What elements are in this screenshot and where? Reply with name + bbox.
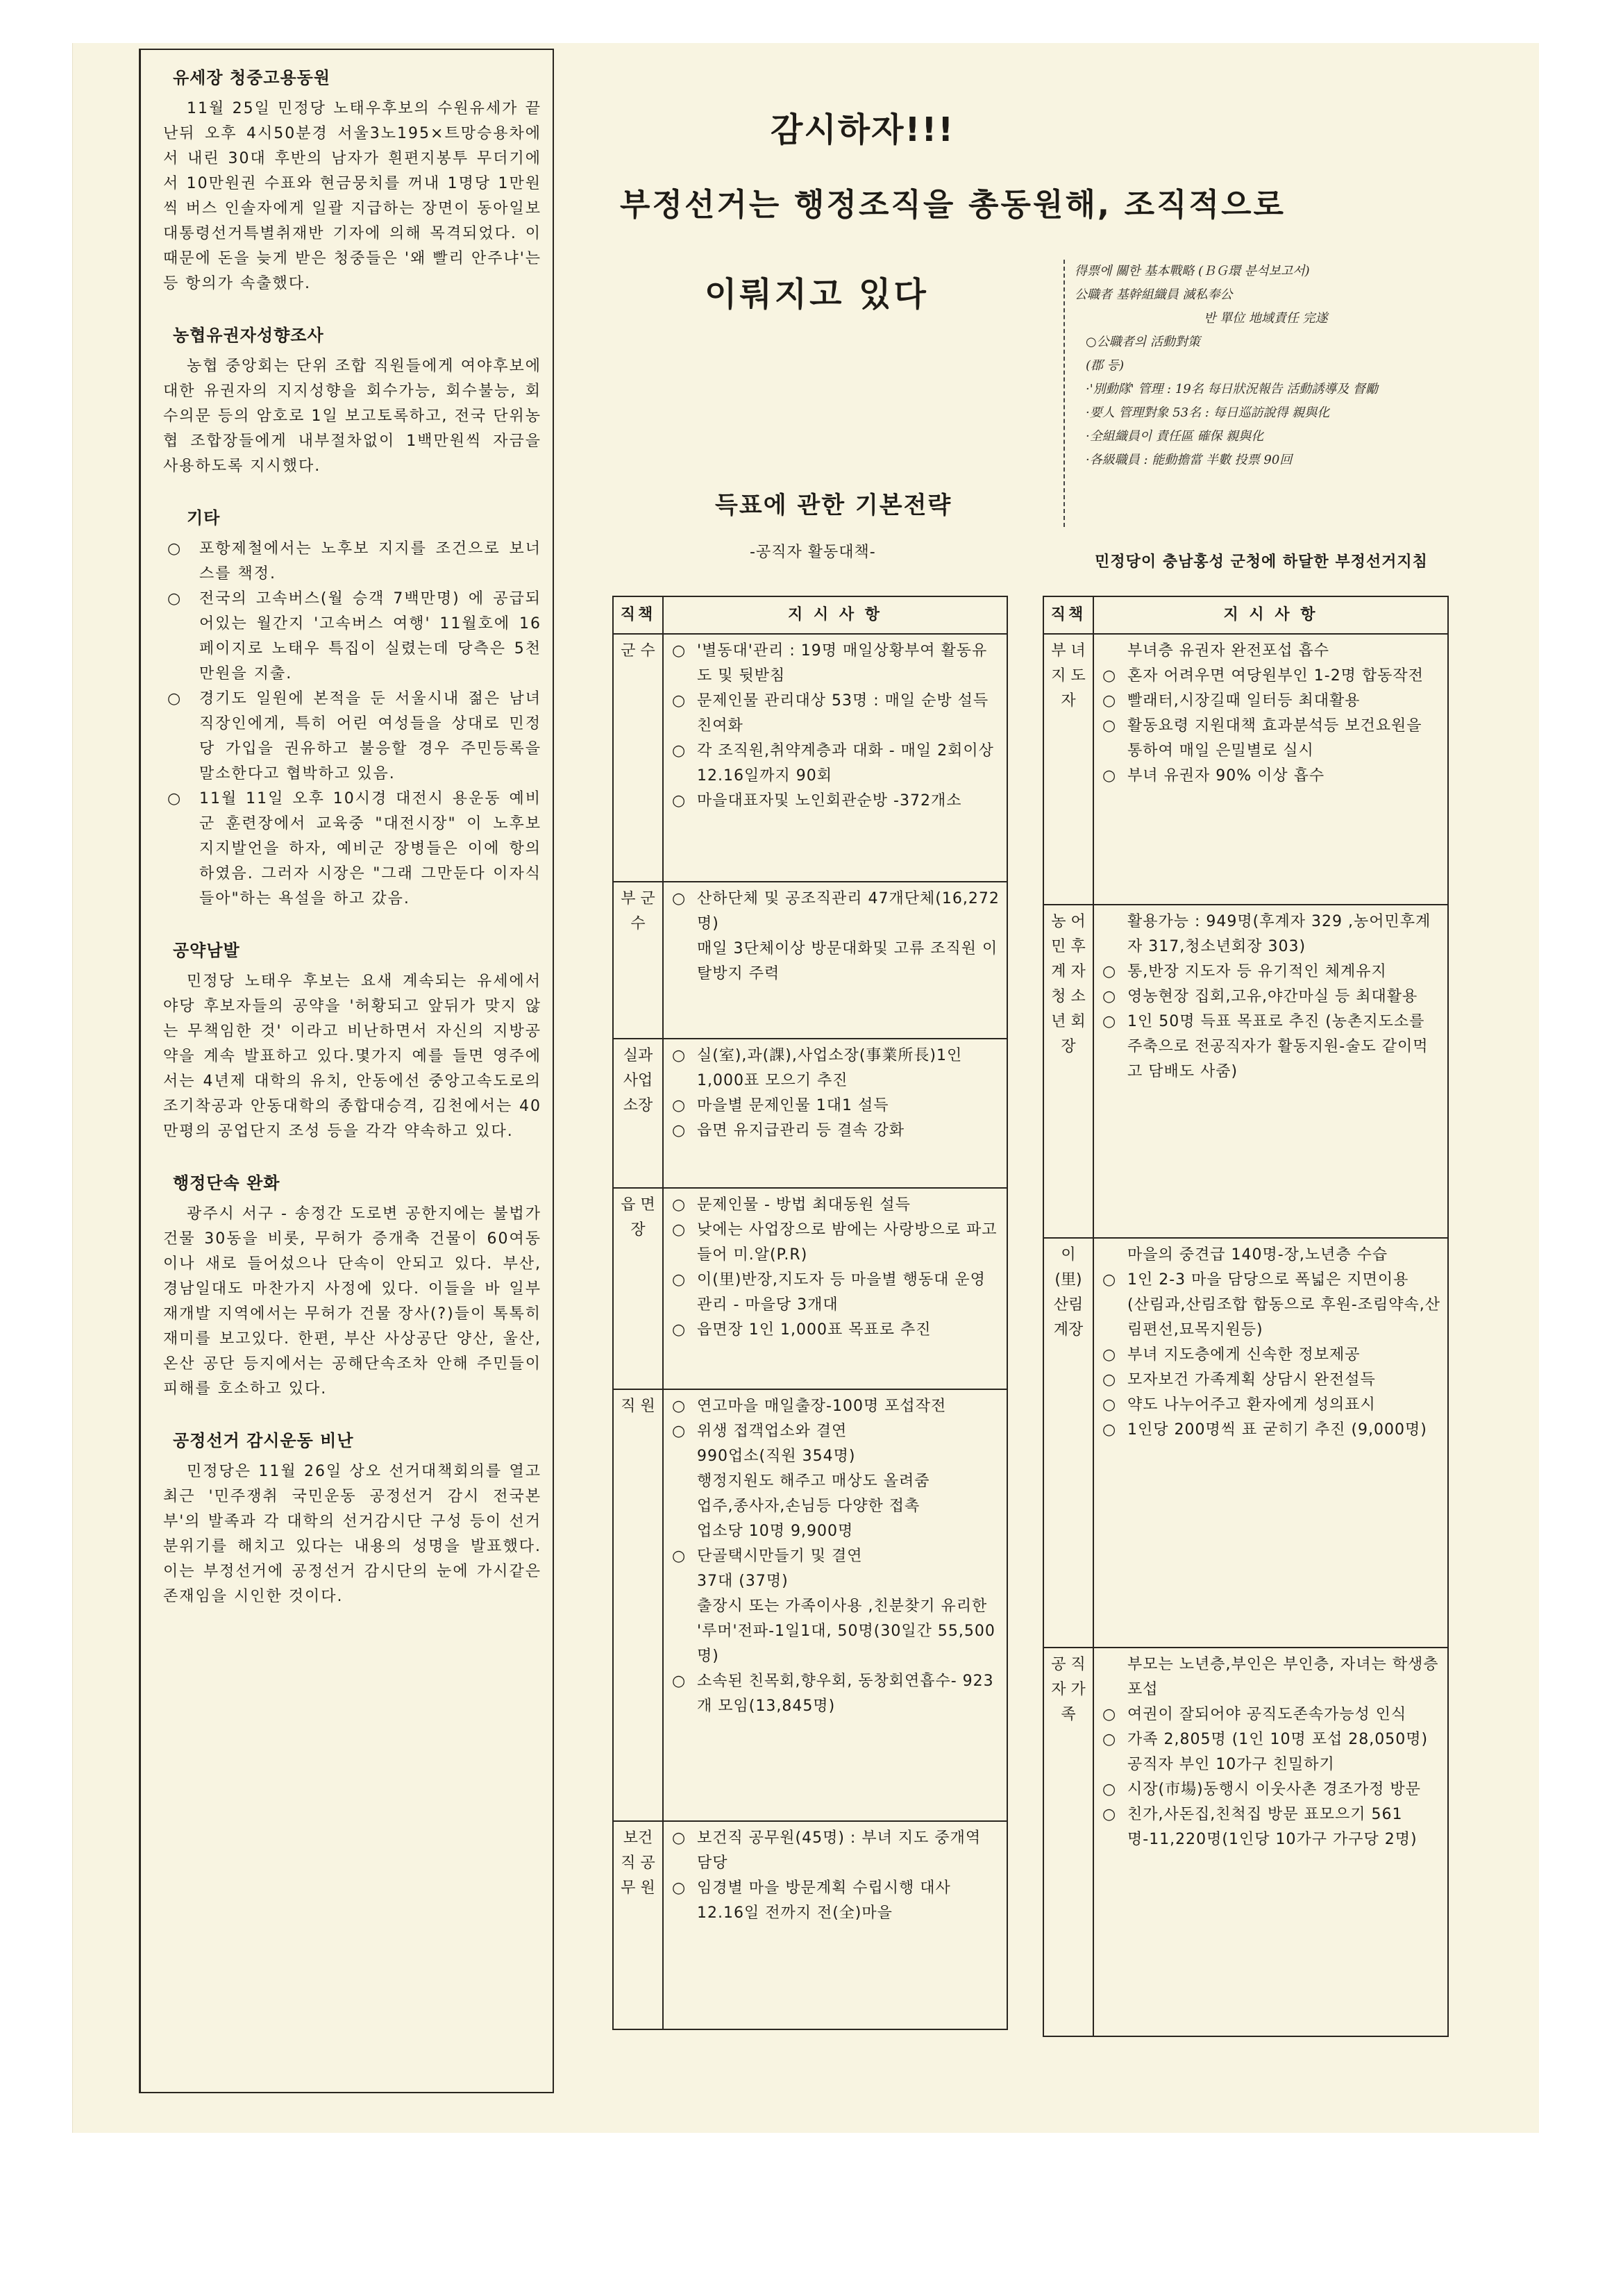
list-item	[669, 1826, 1001, 1876]
bullet-icon: ○	[1102, 717, 1117, 735]
list-item	[1100, 1293, 1442, 1343]
item-text: 약도 나누어주고 환자에게 성의표시	[1127, 1396, 1376, 1414]
instructions-cell	[1093, 905, 1448, 1238]
headline-line-2: 부정선거는 행정조직을 총동원해, 조직적으로	[620, 186, 1286, 223]
role-cell: 군 수	[613, 634, 663, 882]
table-row	[613, 1389, 1007, 1821]
bullet-icon: ○	[167, 790, 183, 807]
list-item	[1100, 1652, 1442, 1702]
bullet-icon: ○	[1102, 1013, 1117, 1030]
section-heading: 유세장 청중고용동원	[173, 68, 331, 87]
section-heading: 공약남발	[173, 941, 240, 960]
bullet-icon: ○	[1102, 1806, 1117, 1823]
item-text: 통,반장 지도자 등 유기적인 체계유지	[1127, 963, 1387, 980]
list-item	[1100, 639, 1442, 664]
bullet-icon: ○	[1102, 963, 1117, 980]
item-text: 빨래터,시장길때 일터등 최대활용	[1127, 692, 1361, 710]
item-text: 혼자 어려우면 여당원부인 1-2명 합동작전	[1127, 667, 1424, 685]
bullet-icon: ○	[672, 1398, 687, 1415]
header-instructions: 지 시 사 항	[1093, 596, 1448, 634]
item-text: 마을의 중견급 140명-장,노년층 수습	[1127, 1246, 1388, 1264]
bullet-icon: ○	[672, 1673, 687, 1690]
instructions-cell	[663, 634, 1007, 882]
section-heading: 농협유권자성향조사	[173, 326, 324, 345]
item-text: 영농현장 집회,고유,야간마실 등 최대활용	[1127, 988, 1418, 1005]
item-text: 읍면장 1인 1,000표 목표로 추진	[697, 1321, 932, 1339]
bullet-icon: ○	[672, 1548, 687, 1565]
list-item	[669, 1193, 1001, 1218]
item-text: 1인 50명 득표 목표로 추진 (농촌지도소를 주축으로 전공직자가 활동지원-술도 같이먹고 담배도 사줌)	[1127, 1013, 1429, 1080]
bullet-icon: ○	[1102, 1781, 1117, 1798]
bullet-icon: ○	[672, 1423, 687, 1440]
role-cell: 부 군 수	[613, 882, 663, 1039]
item-text: 실(室),과(課),사업소장(事業所長)1인 1,000표 모으기 추진	[697, 1047, 963, 1089]
list-item-text: 경기도 일원에 본적을 둔 서울시내 젊은 남녀 직장인에게, 특히 어린 여성들을 상대로 민정당 가입을 권유하고 불응할 경우 주민등록을 말소한다고 협박하고 있음.	[199, 690, 541, 782]
bullet-icon: ○	[1102, 1271, 1117, 1289]
list-item	[1100, 1268, 1442, 1293]
item-text: 산하단체 및 공조직관리 47개단체(16,272명)	[697, 890, 1000, 932]
bullet-icon: ○	[1102, 1706, 1117, 1723]
instructions-cell	[663, 1039, 1007, 1188]
note-line: ·要人 管理對象 53名 : 每日巡訪說得 親與化	[1086, 405, 1330, 420]
item-text: 가족 2,805명 (1인 10명 포섭 28,050명)	[1127, 1731, 1429, 1748]
list-item	[1100, 764, 1442, 789]
item-text: 활동요령 지원대책 효과분석등 보건요원을 통하여 매일 은밀별로 실시	[1127, 717, 1422, 760]
table-row	[613, 1188, 1007, 1389]
bullet-icon: ○	[1102, 1421, 1117, 1439]
list-item	[1100, 1727, 1442, 1752]
item-text: 시장(市場)동행시 이웃사촌 경조가정 방문	[1127, 1781, 1421, 1798]
note-line: ·各級職員 : 能動擔當 半數 投票 90回	[1086, 453, 1293, 467]
strategy-table-right	[1043, 596, 1449, 2037]
list-item	[669, 1569, 1001, 1594]
list-item	[163, 787, 541, 912]
headline-line-3: 이뤄지고 있다	[705, 275, 929, 314]
list-item	[1100, 664, 1442, 689]
section-rally-crowd	[163, 64, 541, 296]
list-item	[669, 937, 1001, 987]
item-text: 1인당 200명씩 표 굳히기 추진 (9,000명)	[1127, 1421, 1427, 1439]
section-body: 광주시 서구 - 송정간 도로변 공한지에는 불법가건물 30동을 비롯, 무허가 증개축 건물이 60여동이나 새로 들어섰으나 단속이 안되고 있다. 부산, 경남일대도 마찬가지 사정에 있다. 이들을 바 일부 재개발 지역에서는 무허가 건물 장사(?)들이 톡톡히 재미를 보고있다. 한편, 부산 사상공단 양산, 울산, 온산 공단 등지에서는 공해단속조차 안해 주민들이 피해를 호소하고 있다.	[163, 1205, 541, 1398]
item-text: 문제인물 - 방법 최대동원 설득	[697, 1196, 911, 1214]
bullet-icon: ○	[167, 690, 183, 707]
item-text: 연고마을 매일출장-100명 포섭작전	[697, 1398, 947, 1415]
section-misc	[163, 504, 541, 912]
list-item	[1100, 1243, 1442, 1268]
strategy-subtitle: -공직자 활동대책-	[750, 544, 876, 561]
bullet-icon: ○	[672, 1047, 687, 1064]
bullet-icon: ○	[167, 590, 183, 607]
bullet-icon: ○	[672, 1122, 687, 1139]
section-nonghyup-survey	[163, 321, 541, 479]
item-text: 부녀 지도층에게 신속한 정보제공	[1127, 1346, 1361, 1364]
list-item	[669, 887, 1001, 937]
list-item	[669, 1544, 1001, 1569]
item-text: 낮에는 사업장으로 밤에는 사랑방으로 파고들어 미.알(P.R)	[697, 1221, 998, 1264]
list-item	[1100, 1393, 1442, 1418]
list-item	[1100, 1777, 1442, 1802]
list-item	[669, 739, 1001, 789]
bullet-icon: ○	[672, 792, 687, 810]
list-item	[669, 639, 1001, 689]
bullet-icon: ○	[1102, 988, 1117, 1005]
role-cell: 보건 직 공무 원	[613, 1821, 663, 2029]
note-line: ○公職者의 活動對策	[1086, 335, 1200, 349]
list-item	[1100, 1343, 1442, 1368]
instructions-cell	[663, 1821, 1007, 2029]
item-text: 단골택시만들기 및 결연	[697, 1548, 863, 1565]
section-enforcement-relaxed	[163, 1169, 541, 1402]
note-caption: 민정당이 충남홍성 군청에 하달한 부정선거지침	[1095, 553, 1428, 571]
headline-line-1: 감시하자!!!	[771, 110, 955, 149]
list-item	[1100, 1702, 1442, 1727]
item-text: 행정지원도 해주고 매상도 올려줌	[697, 1473, 930, 1490]
bullet-icon: ○	[672, 1221, 687, 1239]
item-text: 부녀층 유권자 완전포섭 흡수	[1127, 642, 1330, 660]
item-text: 문제인물 관리대상 53명 : 매일 순방 설득 친여화	[697, 692, 989, 735]
section-body: 11월 25일 민정당 노태우후보의 수원유세가 끝난뒤 오후 4시50분경 서울3노195×트망승용차에서 내린 30대 후반의 남자가 흰편지봉투 무더기에서 10만원권 수표와 현금뭉치를 꺼내 1명당 1만원씩 버스 인솔자에게 일괄 지급하는 장면이 동아일보 대통령선거특별취재반 기자에 의해 목격되었다. 이 때문에 돈을 늦게 받은 청중들은 '왜 빨리 안주냐'는 등 항의가 속출했다.	[163, 100, 541, 292]
item-text: 이(里)반장,지도자 등 마을별 행동대 운영관리 - 마을당 3개대	[697, 1271, 986, 1314]
list-item	[669, 1669, 1001, 1719]
note-line: (郡 등)	[1086, 358, 1125, 373]
list-item	[1100, 1802, 1442, 1852]
list-item	[1100, 689, 1442, 714]
role-cell: 직 원	[613, 1389, 663, 1821]
list-item	[669, 1419, 1001, 1444]
table-row	[613, 634, 1007, 882]
role-cell: 읍 면 장	[613, 1188, 663, 1389]
strategy-table-left	[612, 596, 1008, 2030]
list-item	[669, 1469, 1001, 1494]
header-role: 직책	[613, 596, 663, 634]
bullet-icon: ○	[672, 642, 687, 660]
item-text: 보건직 공무원(45명) : 부녀 지도 중개역 담당	[697, 1829, 982, 1872]
list-item	[669, 1594, 1001, 1669]
section-heading: 기타	[187, 508, 221, 528]
table-row	[1043, 1648, 1448, 2036]
bullet-icon: ○	[1102, 1396, 1117, 1414]
bullet-icon: ○	[672, 692, 687, 710]
list-item	[1100, 1009, 1442, 1084]
item-text: 990업소(직원 354명)	[697, 1448, 856, 1465]
item-text: 출장시 또는 가족이사용 ,친분찾기 유리한 '루머'전파-1일1대, 50명(30일간 55,500명)	[697, 1598, 995, 1665]
table-row	[613, 1821, 1007, 2029]
list-item	[669, 1268, 1001, 1318]
instructions-cell	[1093, 1648, 1448, 2036]
handwritten-note-image	[1063, 260, 1450, 527]
list-item	[1100, 984, 1442, 1009]
item-text: 부녀 유권자 90% 이상 흡수	[1127, 767, 1325, 785]
left-column	[163, 64, 541, 1609]
bullet-icon: ○	[167, 540, 183, 558]
table-header	[613, 596, 1007, 634]
item-text: 여권이 잘되어야 공직도존속가능성 인식	[1127, 1706, 1407, 1723]
item-text: '별동대'관리 : 19명 매일상황부여 활동유도 및 뒷받침	[697, 642, 988, 685]
bullet-icon: ○	[672, 742, 687, 760]
bullet-icon: ○	[672, 1271, 687, 1289]
section-election-monitoring	[163, 1427, 541, 1609]
item-text: 각 조직원,취약계층과 대화 - 매일 2회이상 12.16일까지 90회	[697, 742, 994, 785]
list-item	[669, 789, 1001, 814]
strategy-title: 득표에 관한 기본전략	[715, 492, 952, 519]
role-cell: 이 (里) 산림 계장	[1043, 1238, 1093, 1648]
list-item	[163, 537, 541, 587]
list-item	[669, 1093, 1001, 1118]
role-cell: 실과 사업 소장	[613, 1039, 663, 1188]
section-heading: 공정선거 감시운동 비난	[173, 1431, 354, 1450]
instructions-cell	[663, 1188, 1007, 1389]
list-item	[1100, 1368, 1442, 1393]
list-item	[1100, 1752, 1442, 1777]
list-item-text: 11월 11일 오후 10시경 대전시 용운동 예비군 훈련장에서 교육중 "대전시장" 이 노후보 지지발언을 하자, 예비군 장병들은 이에 항의하였음. 그러자 시장은 "그래 그만둔다 이자식들아"하는 욕설을 하고 갔음.	[199, 790, 541, 907]
note-line: 반 單位 地域責任 完遂	[1204, 311, 1328, 326]
section-body: 민정당 노태우 후보는 요새 계속되는 유세에서 야당 후보자들의 공약을 '허황되고 앞뒤가 맞지 않는 무책임한 것' 이라고 비난하면서 자신의 지방공약을 계속 발표하고 있다.몇가지 예를 들면 영주에서는 4년제 대학의 유치, 안동에선 중앙고속도로의 조기착공과 안동대학의 종합대승격, 김천에서는 40만평의 공업단지 조성 등을 각각 약속하고 있다.	[163, 973, 541, 1140]
item-text: 마을대표자및 노인회관순방 -372개소	[697, 792, 962, 810]
item-text: 친가,사돈집,친척집 방문 표모으기 561명-11,220명(1인당 10가구 가구당 2명)	[1127, 1806, 1418, 1848]
bullet-icon: ○	[672, 1879, 687, 1897]
bullet-icon: ○	[1102, 1731, 1117, 1748]
item-text: 위생 접객업소와 결연	[697, 1423, 848, 1440]
table-row	[1043, 634, 1448, 905]
bullet-icon: ○	[1102, 767, 1117, 785]
list-item	[1100, 960, 1442, 984]
bullet-icon: ○	[672, 1829, 687, 1847]
item-text: 마을별 문제인물 1대1 설득	[697, 1097, 889, 1114]
table-row	[613, 882, 1007, 1039]
list-item	[163, 587, 541, 687]
bullet-icon: ○	[672, 890, 687, 907]
list-item	[669, 1444, 1001, 1469]
note-line: ·'別動隊' 管理 : 19名 每日狀況報告 活動誘導及 督勵	[1086, 382, 1378, 396]
item-text: 읍면 유지급관리 등 결속 강화	[697, 1122, 905, 1139]
instructions-cell	[1093, 634, 1448, 905]
list-item	[669, 1494, 1001, 1519]
bullet-icon: ○	[1102, 1371, 1117, 1389]
item-text: 37대 (37명)	[697, 1573, 789, 1590]
table-header	[1043, 596, 1448, 634]
item-text: (산림과,산림조합 합동으로 후원-조림약속,산림편선,묘목지원등)	[1127, 1296, 1441, 1339]
bullet-icon: ○	[672, 1321, 687, 1339]
bullet-icon: ○	[1102, 667, 1117, 685]
table-row	[1043, 1238, 1448, 1648]
note-line: 公職者 基幹組織員 滅私奉公	[1075, 287, 1233, 302]
role-cell: 공 직 자 가 족	[1043, 1648, 1093, 2036]
role-cell: 부 녀 지 도 자	[1043, 634, 1093, 905]
list-item	[669, 1318, 1001, 1343]
section-campaign-promises	[163, 937, 541, 1144]
table-row	[1043, 905, 1448, 1238]
list-item	[1100, 910, 1442, 960]
item-text: 매일 3단체이상 방문대화및 고류 조직원 이탈방지 주력	[697, 940, 998, 982]
header-instructions: 지 시 사 항	[663, 596, 1007, 634]
list-item-text: 전국의 고속버스(월 승객 7백만명) 에 공급되어있는 월간지 '고속버스 여행' 11월호에 16페이지로 노태우 특집이 실렸는데 당측은 5천만원을 지출.	[199, 590, 541, 682]
list-item-text: 포항제철에서는 노후보 지지를 조건으로 보너스를 책정.	[199, 540, 541, 583]
bullet-icon: ○	[1102, 692, 1117, 710]
item-text: 모자보건 가족계획 상담시 완전설득	[1127, 1371, 1376, 1389]
bullet-icon: ○	[1102, 1346, 1117, 1364]
section-body: 민정당은 11월 26일 상오 선거대책회의를 열고 최근 '민주쟁취 국민운동 공정선거 감시 전국본부'의 발족과 각 대학의 선거감시단 구성 등이 선거분위기를 해치고 있다는 내용의 성명을 발표했다. 이는 부정선거에 공정선거 감시단의 눈에 가시같은 존재임을 시인한 것이다.	[163, 1463, 541, 1605]
note-line: 得票에 關한 基本戰略 (ＢＧ環 분석보고서)	[1075, 264, 1310, 278]
instructions-cell	[663, 882, 1007, 1039]
instructions-cell	[1093, 1238, 1448, 1648]
list-item	[669, 1876, 1001, 1926]
list-item	[669, 1044, 1001, 1093]
instructions-cell	[663, 1389, 1007, 1821]
item-text: 업주,종사자,손님등 다양한 접촉	[697, 1498, 920, 1515]
bullet-icon: ○	[672, 1097, 687, 1114]
header-role: 직책	[1043, 596, 1093, 634]
list-item	[669, 1218, 1001, 1268]
list-item	[1100, 714, 1442, 764]
list-item	[669, 1519, 1001, 1544]
section-body: 농협 중앙회는 단위 조합 직원들에게 여야후보에 대한 유권자의 지지성향을 회수가능, 회수불능, 회수의문 등의 암호로 1일 보고토록하고, 전국 단위농협 조합장들에게 내부절차없이 1백만원씩 자금을 사용하도록 지시했다.	[163, 358, 541, 475]
list-item	[669, 1118, 1001, 1143]
item-text: 업소당 10명 9,900명	[697, 1523, 854, 1540]
item-text: 공직자 부인 10가구 친밀하기	[1127, 1756, 1335, 1773]
note-line: ·全組織員이 責任區 確保 親與化	[1086, 429, 1264, 444]
list-item	[1100, 1418, 1442, 1443]
item-text: 임경별 마을 방문계획 수립시행 대사 12.16일 전까지 전(全)마을	[697, 1879, 951, 1922]
list-item	[669, 1394, 1001, 1419]
table-row	[613, 1039, 1007, 1188]
item-text: 1인 2-3 마을 담당으로 폭넓은 지면이용	[1127, 1271, 1409, 1289]
item-text: 활용가능 : 949명(후계자 329 ,농어민후계자 317,청소년회장 303)	[1127, 913, 1431, 955]
list-item	[163, 687, 541, 787]
role-cell: 농 어 민 후 계 자 청 소 년 회 장	[1043, 905, 1093, 1238]
section-heading: 행정단속 완화	[173, 1173, 280, 1193]
list-item	[669, 689, 1001, 739]
item-text: 소속된 친목회,향우회, 동창회연흡수- 923개 모임(13,845명)	[697, 1673, 994, 1715]
item-text: 부모는 노년층,부인은 부인층, 자녀는 학생층 포섭	[1127, 1656, 1439, 1698]
bullet-icon: ○	[672, 1196, 687, 1214]
